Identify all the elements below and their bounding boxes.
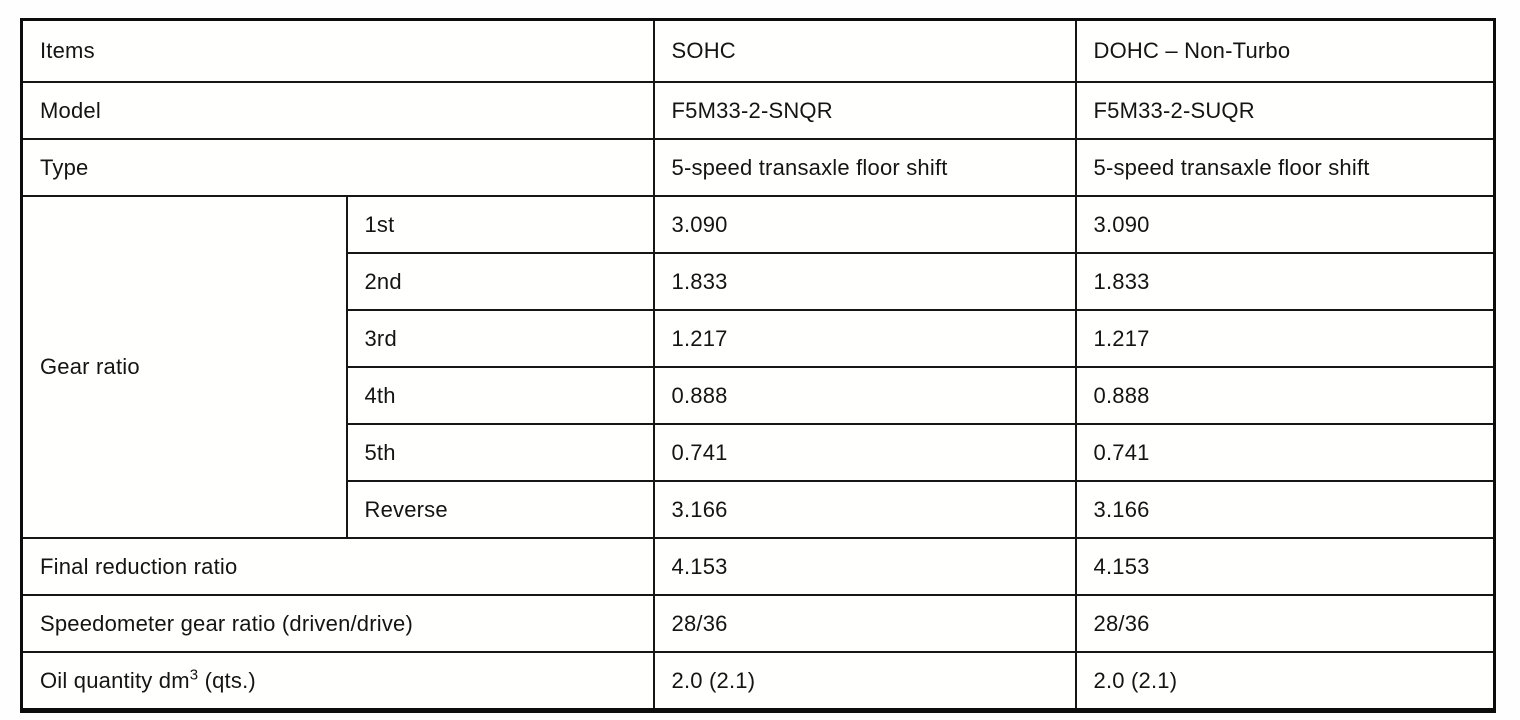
table-row-header xyxy=(22,20,1495,83)
gear-1st-label: 1st xyxy=(347,196,654,253)
oil-quantity-label xyxy=(22,652,654,711)
table-row-model xyxy=(22,82,1495,139)
oil-quantity-dohc-value: 2.0 (2.1) xyxy=(1076,652,1495,711)
speedometer-sohc-value: 28/36 xyxy=(654,595,1076,652)
table-row-speedometer xyxy=(22,595,1495,652)
gear-reverse-sohc-value: 3.166 xyxy=(654,481,1076,538)
gear-4th-label: 4th xyxy=(347,367,654,424)
final-reduction-label: Final reduction ratio xyxy=(22,538,654,595)
gear-2nd-dohc-value: 1.833 xyxy=(1076,253,1495,310)
gear-2nd-label: 2nd xyxy=(347,253,654,310)
oil-quantity-sohc-value: 2.0 (2.1) xyxy=(654,652,1076,711)
gear-1st-dohc-value: 3.090 xyxy=(1076,196,1495,253)
specifications-table xyxy=(20,18,1496,713)
gear-1st-sohc-value: 3.090 xyxy=(654,196,1076,253)
model-dohc-value: F5M33-2-SUQR xyxy=(1076,82,1495,139)
table-row-gear-1st xyxy=(22,196,1495,253)
table-row-final-reduction xyxy=(22,538,1495,595)
oil-quantity-label-prefix: Oil quantity dm xyxy=(40,667,190,693)
gear-ratio-label: Gear ratio xyxy=(22,196,347,538)
gear-2nd-sohc-value: 1.833 xyxy=(654,253,1076,310)
type-sohc-value: 5-speed transaxle floor shift xyxy=(654,139,1076,196)
header-cell-dohc: DOHC – Non-Turbo xyxy=(1076,20,1495,83)
gear-3rd-sohc-value: 1.217 xyxy=(654,310,1076,367)
model-sohc-value: F5M33-2-SNQR xyxy=(654,82,1076,139)
final-reduction-dohc-value: 4.153 xyxy=(1076,538,1495,595)
gear-reverse-dohc-value: 3.166 xyxy=(1076,481,1495,538)
type-label: Type xyxy=(22,139,654,196)
table-row-oil-quantity xyxy=(22,652,1495,711)
header-cell-items: Items xyxy=(22,20,654,83)
gear-reverse-label: Reverse xyxy=(347,481,654,538)
gear-5th-dohc-value: 0.741 xyxy=(1076,424,1495,481)
gear-3rd-dohc-value: 1.217 xyxy=(1076,310,1495,367)
oil-quantity-superscript: 3 xyxy=(189,666,199,684)
header-cell-sohc: SOHC xyxy=(654,20,1076,83)
gear-4th-sohc-value: 0.888 xyxy=(654,367,1076,424)
gear-3rd-label: 3rd xyxy=(347,310,654,367)
oil-quantity-label-suffix: (qts.) xyxy=(198,667,256,693)
gear-4th-dohc-value: 0.888 xyxy=(1076,367,1495,424)
gear-5th-label: 5th xyxy=(347,424,654,481)
speedometer-dohc-value: 28/36 xyxy=(1076,595,1495,652)
model-label: Model xyxy=(22,82,654,139)
table-row-type xyxy=(22,139,1495,196)
speedometer-label: Speedometer gear ratio (driven/drive) xyxy=(22,595,654,652)
type-dohc-value: 5-speed transaxle floor shift xyxy=(1076,139,1495,196)
gear-5th-sohc-value: 0.741 xyxy=(654,424,1076,481)
final-reduction-sohc-value: 4.153 xyxy=(654,538,1076,595)
